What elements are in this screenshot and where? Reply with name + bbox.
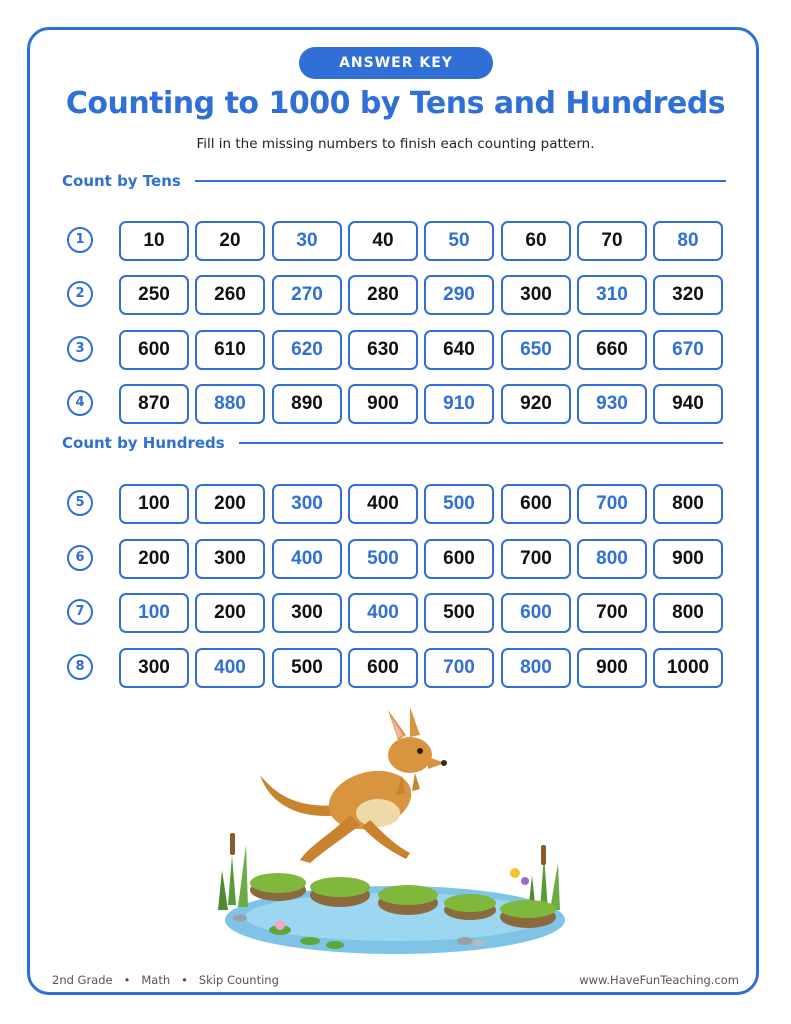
number-box: 600 (348, 648, 418, 688)
worksheet-title: Counting to 1000 by Tens and Hundreds (65, 86, 726, 121)
problem-number: 1 (67, 227, 93, 253)
number-box: 280 (348, 275, 418, 315)
section-heading-hundreds (62, 432, 723, 454)
number-box: 870 (119, 384, 189, 424)
number-box: 300 (195, 539, 265, 579)
number-box: 600 (424, 539, 494, 579)
problem-number: 4 (67, 390, 93, 416)
number-box: 10 (119, 221, 189, 261)
answer-box[interactable]: 800 (577, 539, 647, 579)
number-box: 610 (195, 330, 265, 370)
number-box: 500 (424, 593, 494, 633)
problem-number: 8 (67, 654, 93, 680)
answer-box[interactable]: 80 (653, 221, 723, 261)
number-box: 940 (653, 384, 723, 424)
answer-box[interactable]: 650 (501, 330, 571, 370)
answer-box[interactable]: 30 (272, 221, 342, 261)
number-box: 200 (195, 484, 265, 524)
reeds-left (218, 833, 248, 910)
number-box: 60 (501, 221, 571, 261)
answer-box[interactable]: 500 (348, 539, 418, 579)
worksheet-instructions: Fill in the missing numbers to finish each counting pattern. (196, 136, 595, 152)
number-box: 100 (119, 484, 189, 524)
answer-box[interactable]: 910 (424, 384, 494, 424)
problem-number: 2 (67, 281, 93, 307)
number-box: 890 (272, 384, 342, 424)
section-label: Count by Hundreds (62, 434, 225, 452)
number-box: 260 (195, 275, 265, 315)
answer-box[interactable]: 310 (577, 275, 647, 315)
number-box: 800 (653, 593, 723, 633)
number-box: 600 (119, 330, 189, 370)
number-box: 300 (272, 593, 342, 633)
answer-box[interactable]: 400 (195, 648, 265, 688)
footer-topic: Skip Counting (198, 973, 279, 987)
number-box: 250 (119, 275, 189, 315)
answer-box[interactable]: 700 (424, 648, 494, 688)
answer-box[interactable]: 400 (272, 539, 342, 579)
answer-box[interactable]: 930 (577, 384, 647, 424)
number-box: 200 (119, 539, 189, 579)
problem-number: 5 (67, 490, 93, 516)
kangaroo (260, 707, 447, 863)
answer-box[interactable]: 50 (424, 221, 494, 261)
number-box: 900 (348, 384, 418, 424)
answer-box[interactable]: 270 (272, 275, 342, 315)
section-heading-tens (62, 170, 726, 192)
number-box: 20 (195, 221, 265, 261)
bullet-separator: • (116, 973, 138, 987)
number-box: 500 (272, 648, 342, 688)
number-box: 700 (577, 593, 647, 633)
footer-grade: 2nd Grade (52, 973, 113, 987)
number-box: 900 (653, 539, 723, 579)
answer-box[interactable]: 700 (577, 484, 647, 524)
problem-number: 7 (67, 599, 93, 625)
problem-number: 6 (67, 545, 93, 571)
number-box: 40 (348, 221, 418, 261)
answer-box[interactable]: 600 (501, 593, 571, 633)
number-box: 1000 (653, 648, 723, 688)
problem-number: 3 (67, 336, 93, 362)
answer-box[interactable]: 800 (501, 648, 571, 688)
number-box: 630 (348, 330, 418, 370)
number-box: 660 (577, 330, 647, 370)
number-box: 320 (653, 275, 723, 315)
answer-box[interactable]: 500 (424, 484, 494, 524)
answer-box[interactable]: 880 (195, 384, 265, 424)
section-divider (195, 180, 726, 182)
answer-box[interactable]: 400 (348, 593, 418, 633)
answer-box[interactable]: 290 (424, 275, 494, 315)
section-divider (239, 442, 723, 444)
number-box: 900 (577, 648, 647, 688)
number-box: 640 (424, 330, 494, 370)
answer-box[interactable]: 100 (119, 593, 189, 633)
number-box: 920 (501, 384, 571, 424)
footer-tags (52, 973, 279, 987)
footer-website[interactable]: www.HaveFunTeaching.com (579, 973, 739, 987)
number-box: 800 (653, 484, 723, 524)
number-box: 400 (348, 484, 418, 524)
number-box: 600 (501, 484, 571, 524)
section-label: Count by Tens (62, 172, 181, 190)
number-box: 300 (119, 648, 189, 688)
answer-box[interactable]: 300 (272, 484, 342, 524)
answer-key-badge: ANSWER KEY (299, 47, 493, 79)
number-box: 700 (501, 539, 571, 579)
answer-box[interactable]: 670 (653, 330, 723, 370)
footer-subject: Math (141, 973, 171, 987)
answer-box[interactable]: 620 (272, 330, 342, 370)
kangaroo-illustration (210, 705, 580, 960)
bullet-separator: • (173, 973, 196, 987)
number-box: 70 (577, 221, 647, 261)
number-box: 200 (195, 593, 265, 633)
number-box: 300 (501, 275, 571, 315)
